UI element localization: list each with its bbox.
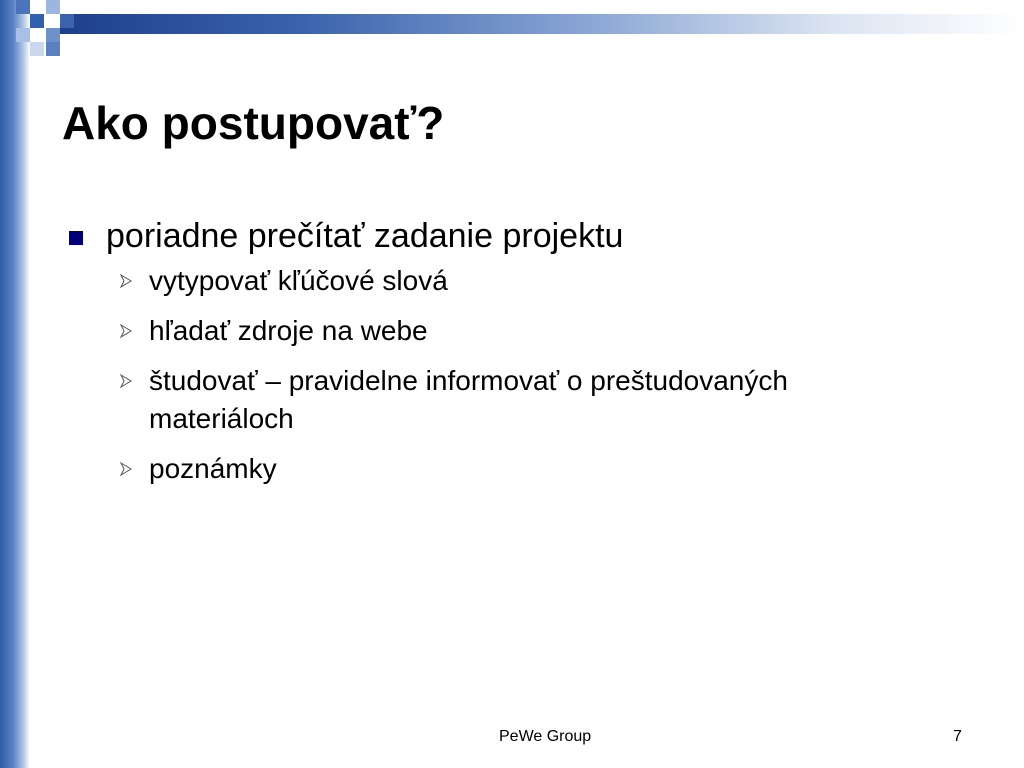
sub-bullet-item <box>66 362 939 438</box>
checker-square <box>16 28 30 42</box>
sub-bullet-item <box>66 450 939 488</box>
sub-bullet-text: hľadať zdroje na webe <box>149 315 428 346</box>
checker-square <box>46 28 60 42</box>
checker-square <box>30 14 44 28</box>
checker-square <box>46 42 60 56</box>
arrowhead-bullet-icon <box>119 324 133 338</box>
left-decorative-bar <box>0 0 30 768</box>
arrowhead-bullet-icon <box>119 462 133 476</box>
sub-bullet-text: poznámky <box>149 453 277 484</box>
slide-title: Ako postupovať? <box>62 97 445 149</box>
bullet-text: poriadne prečítať zadanie projektu <box>106 217 624 255</box>
arrowhead-bullet-icon <box>119 274 133 288</box>
sub-bullet-text: študovať – pravidelne informovať o preštudovaných materiáloch <box>149 365 788 434</box>
square-bullet-icon <box>69 231 83 245</box>
checker-square <box>60 14 74 28</box>
checker-square <box>46 0 60 14</box>
top-decorative-bar <box>60 14 1024 34</box>
sub-bullet-item <box>66 262 939 300</box>
slide-content <box>66 214 966 500</box>
sub-bullet-text: vytypovať kľúčové slová <box>149 265 448 296</box>
sub-bullet-item <box>66 312 939 350</box>
footer-group-name: PeWe Group <box>499 728 592 745</box>
arrowhead-bullet-icon <box>119 374 133 388</box>
sub-bullet-list <box>66 262 966 488</box>
checker-square <box>16 0 30 14</box>
bullet-item <box>66 214 966 258</box>
page-number: 7 <box>953 728 962 745</box>
checker-square <box>30 42 44 56</box>
